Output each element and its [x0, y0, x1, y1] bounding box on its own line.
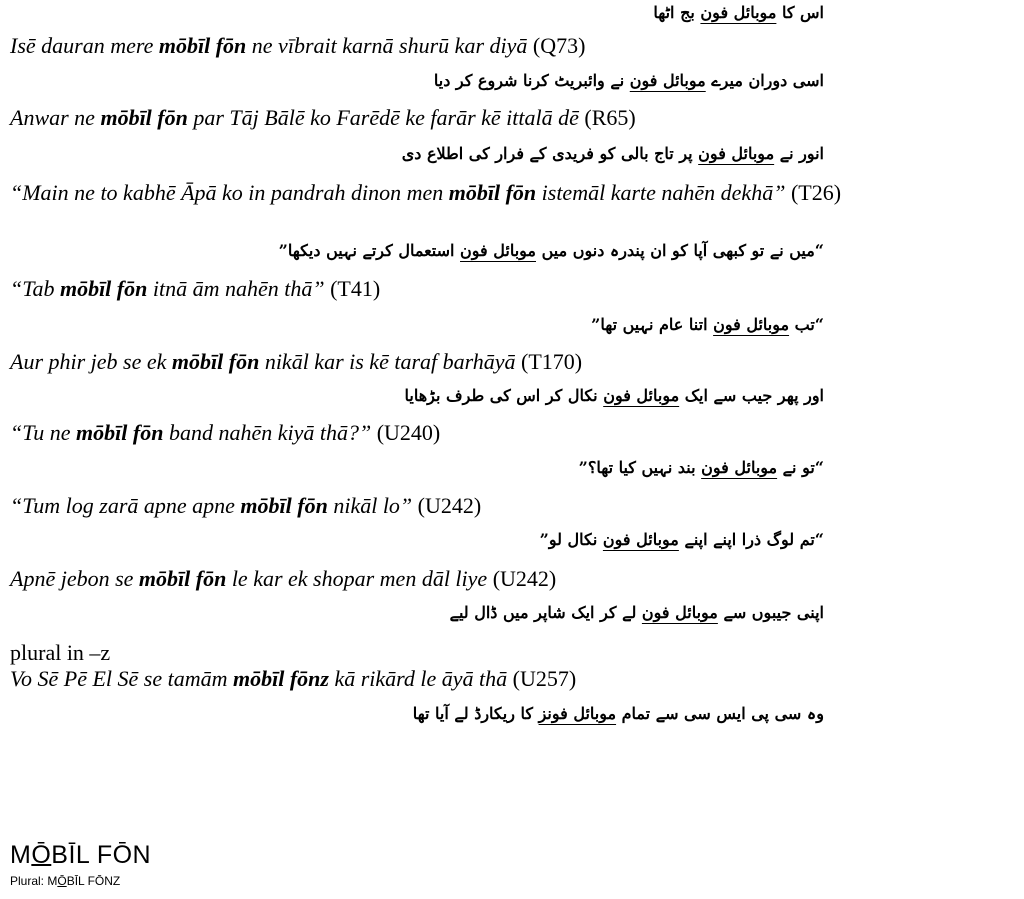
- urdu-term-underlined: موبائل فون: [602, 530, 679, 549]
- headword-underlined-letter: Ō: [31, 841, 52, 869]
- transliteration-U257: Vo Sē Pē El Sē se tamām mōbīl fōnz kā rikārd le āyā thā (U257): [10, 666, 577, 691]
- transliteration-U242a: “Tum log zarā apne apne mōbīl fōn nikāl lo” (U242): [10, 493, 482, 518]
- plural-underlined-letter: Ō: [57, 874, 67, 888]
- transliteration-T41: “Tab mōbīl fōn itnā ām nahēn thā” (T41): [10, 276, 381, 301]
- term-bold: mōbīl fōn: [100, 105, 188, 130]
- urdu-sentence-7: “تو نے موبائل فون بند نہیں کیا تھا؟”: [578, 458, 824, 477]
- urdu-sentence-3: انور نے موبائل فون پر تاج بالی کو فریدی کے فرار کی اطلاع دی: [401, 144, 824, 163]
- urdu-term-underlined: موبائل فون: [641, 603, 718, 622]
- source-ref: (R65): [584, 105, 636, 130]
- term-bold: mōbīl fōn: [76, 420, 164, 445]
- urdu-term-underlined: موبائل فون: [700, 3, 777, 22]
- source-ref: (T26): [790, 180, 842, 205]
- term-bold: mōbīl fōn: [158, 33, 247, 58]
- urdu-sentence-5: “تب موبائل فون اتنا عام نہیں تھا”: [591, 315, 824, 334]
- urdu-sentence-2: اسی دوران میرے موبائل فون نے وائبریٹ کرنا شروع کر دیا: [433, 71, 824, 90]
- urdu-sentence-8: “تم لوگ ذرا اپنے اپنے موبائل فون نکال لو”: [539, 530, 824, 549]
- source-ref: (Q73): [532, 33, 586, 58]
- plural-note: plural in –z: [10, 640, 111, 665]
- transliteration-U242b: Apnē jebon se mōbīl fōn le kar ek shopar men dāl liye (U242): [10, 566, 557, 591]
- urdu-sentence-10: وہ سی پی ایس سی سے تمام موبائل فونز کا ریکارڈ لے آیا تھا: [412, 704, 824, 723]
- urdu-sentence-4: “میں نے تو کبھی آپا کو ان پندرہ دنوں میں موبائل فون استعمال کرتے نہیں دیکھا”: [278, 241, 824, 260]
- source-ref: (U242): [417, 493, 482, 518]
- source-ref: (U240): [376, 420, 441, 445]
- urdu-term-underlined: موبائل فون: [460, 241, 536, 260]
- urdu-term-underlined: موبائل فون: [629, 71, 706, 90]
- source-ref: (T170): [521, 349, 583, 374]
- transliteration-T170: Aur phir jeb se ek mōbīl fōn nikāl kar is kē taraf barhāyā (T170): [10, 349, 583, 374]
- transliteration-T26: “Main ne to kabhē Āpā ko in pandrah dinon men mōbīl fōn istemāl karte nahēn dekhā” (T26): [10, 180, 842, 205]
- urdu-term-underlined: موبائل فون: [701, 458, 778, 477]
- transliteration-U240: “Tu ne mōbīl fōn band nahēn kiyā thā?” (U240): [10, 420, 441, 445]
- urdu-term-underlined: موبائل فون: [713, 315, 790, 334]
- urdu-sentence-1: اس کا موبائل فون بج اٹھا: [653, 3, 824, 22]
- urdu-sentence-9: اپنی جیبوں سے موبائل فون لے کر ایک شاپر میں ڈال لیے: [449, 603, 824, 622]
- source-ref: (U242): [492, 566, 557, 591]
- urdu-term-underlined: موبائل فون: [698, 144, 775, 163]
- urdu-sentence-6: اور پھر جیب سے ایک موبائل فون نکال کر اس کی طرف بڑھایا: [404, 386, 824, 405]
- term-bold: mōbīl fōn: [448, 180, 537, 205]
- transliteration-R65: Anwar ne mōbīl fōn par Tāj Bālē ko Farēdē ke farār kē ittalā dē (R65): [10, 105, 636, 130]
- term-bold: mōbīl fōn: [59, 276, 148, 301]
- plural-form: Plural: MŌBĪL FŌNZ: [10, 874, 121, 888]
- urdu-term-underlined: موبائل فون: [603, 386, 680, 405]
- term-bold: mōbīl fōn: [240, 493, 328, 518]
- urdu-term-underlined: موبائل فونز: [538, 704, 617, 723]
- term-bold: mōbīl fōnz: [233, 666, 329, 691]
- term-bold: mōbīl fōn: [171, 349, 260, 374]
- transliteration-Q73: Isē dauran mere mōbīl fōn ne vībrait karnā shurū kar diyā (Q73): [10, 33, 586, 58]
- headword: MŌBĪL FŌN: [10, 841, 152, 869]
- source-ref: (T41): [330, 276, 381, 301]
- source-ref: (U257): [512, 666, 577, 691]
- term-bold: mōbīl fōn: [138, 566, 227, 591]
